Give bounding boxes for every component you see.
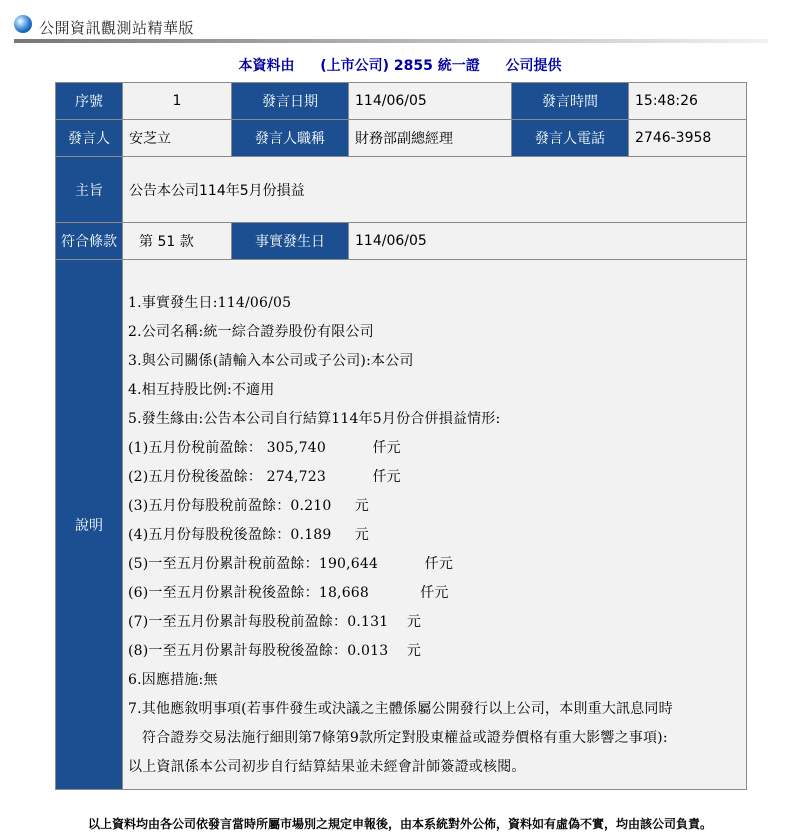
globe-icon xyxy=(14,15,32,33)
table-row xyxy=(56,223,747,260)
speaker-title-label: 發言人職稱 xyxy=(232,120,349,157)
description-line: (7)一至五月份累計每股稅前盈餘：0.131 元 xyxy=(128,613,422,630)
table-row xyxy=(56,260,747,790)
description-body xyxy=(123,260,747,790)
description-line: (1)五月份稅前盈餘： 305,740 仟元 xyxy=(128,439,401,456)
description-line: (2)五月份稅後盈餘： 274,723 仟元 xyxy=(128,468,401,485)
speaker-value: 安芝立 xyxy=(123,120,232,157)
description-line: (6)一至五月份累計稅後盈餘：18,668 仟元 xyxy=(128,584,449,601)
table-row xyxy=(56,157,747,223)
subject-label: 主旨 xyxy=(56,157,123,223)
speaker-title-value: 財務部副總經理 xyxy=(349,120,512,157)
clause-label: 符合條款 xyxy=(56,223,123,260)
company-subtitle xyxy=(0,55,800,75)
table-row xyxy=(56,83,747,120)
fact-date-label: 事實發生日 xyxy=(232,223,349,260)
subtitle-suffix: 公司提供 xyxy=(505,58,562,74)
description-label: 說明 xyxy=(56,260,123,790)
description-line: 4.相互持股比例:不適用 xyxy=(128,381,275,398)
subtitle-code: 2855 xyxy=(393,58,433,74)
clause-value: 第 51 款 xyxy=(123,223,232,260)
subtitle-company: 統一證 xyxy=(437,58,480,74)
fact-date-value: 114/06/05 xyxy=(349,223,747,260)
subtitle-prefix: 本資料由 xyxy=(238,58,295,74)
subtitle-market: (上市公司) xyxy=(320,58,390,74)
description-line: (8)一至五月份累計每股稅後盈餘：0.013 元 xyxy=(128,642,422,659)
description-line: 7.其他應敘明事項(若事件發生或決議之主體係屬公開發行以上公司，本則重大訊息同時 xyxy=(128,700,673,717)
description-line: (5)一至五月份累計稅前盈餘：190,644 仟元 xyxy=(128,555,454,572)
site-title[interactable]: 公開資訊觀測站精華版 xyxy=(39,19,195,37)
subject-value: 公告本公司114年5月份損益 xyxy=(123,157,747,223)
announcement-table xyxy=(55,82,747,790)
table-row xyxy=(56,120,747,157)
speaker-phone-label: 發言人電話 xyxy=(512,120,629,157)
serial-value: 1 xyxy=(123,83,232,120)
speaker-label: 發言人 xyxy=(56,120,123,157)
description-line: 符合證券交易法施行細則第7條第9款所定對股東權益或證券價格有重大影響之事項): xyxy=(128,729,668,746)
disclaimer-footer: 以上資料均由各公司依發言當時所屬市場別之規定申報後，由本系統對外公佈，資料如有虛偽不實，均由該公司負責。 xyxy=(87,817,712,831)
speech-date-label: 發言日期 xyxy=(232,83,349,120)
speaker-phone-value: 2746-3958 xyxy=(629,120,747,157)
description-line: (3)五月份每股稅前盈餘：0.210 元 xyxy=(128,497,369,514)
header-divider xyxy=(14,39,768,43)
description-line: 5.發生緣由:公告本公司自行結算114年5月份合併損益情形: xyxy=(128,410,501,427)
description-line: 2.公司名稱:統一綜合證券股份有限公司 xyxy=(128,323,374,340)
speech-time-value: 15:48:26 xyxy=(629,83,747,120)
description-line: 6.因應措施:無 xyxy=(128,671,218,688)
description-line: 以上資訊係本公司初步自行結算結果並未經會計師簽證或核閱。 xyxy=(128,758,526,775)
serial-label: 序號 xyxy=(56,83,123,120)
site-header xyxy=(14,12,768,42)
description-line: 3.與公司關係(請輸入本公司或子公司):本公司 xyxy=(128,352,414,369)
speech-time-label: 發言時間 xyxy=(512,83,629,120)
speech-date-value: 114/06/05 xyxy=(349,83,512,120)
description-line: (4)五月份每股稅後盈餘：0.189 元 xyxy=(128,526,369,543)
description-line: 1.事實發生日:114/06/05 xyxy=(128,294,292,311)
